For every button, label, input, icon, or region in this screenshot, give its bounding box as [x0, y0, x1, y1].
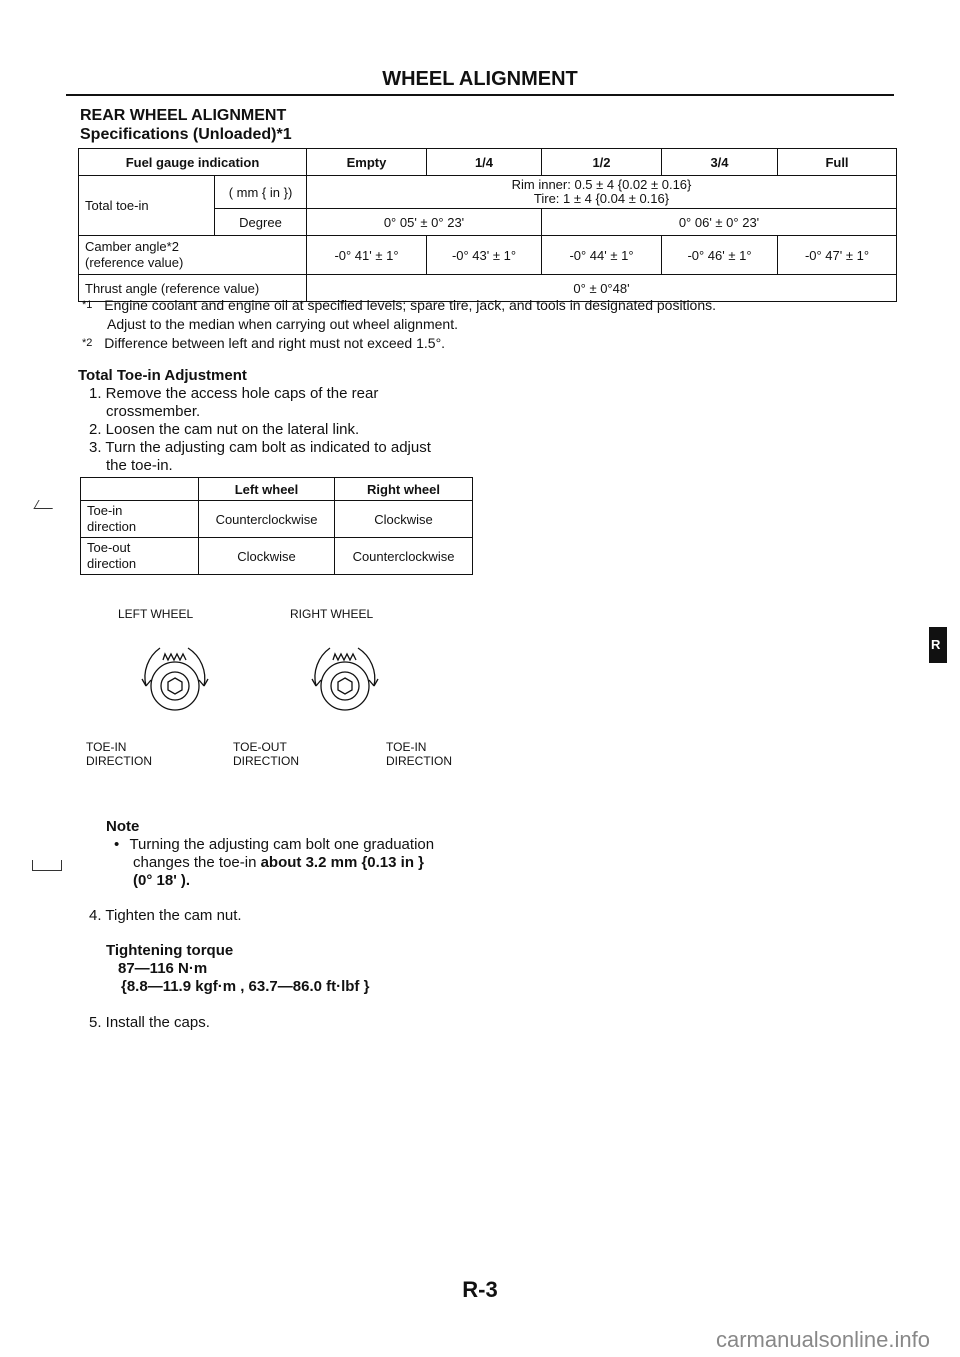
left-wheel-header: Left wheel — [199, 478, 335, 501]
note-line2 — [133, 854, 424, 872]
section-tab-marker — [929, 627, 947, 663]
camber-label-line1: Camber angle*2 — [85, 239, 179, 254]
left-wheel-label: LEFT WHEEL — [118, 607, 194, 621]
toe-out-row — [81, 538, 473, 575]
camber-three-quarter: -0° 46' ± 1° — [662, 236, 778, 275]
left-cam-bolt-icon — [142, 648, 208, 710]
toe-in-left-line2: DIRECTION — [86, 754, 152, 768]
footnote-2-line1: Difference between left and right must not exceed 1.5°. — [104, 335, 446, 351]
toe-in-right-line1: TOE-IN — [386, 740, 427, 754]
total-toe-in-label: Total toe-in — [79, 176, 215, 236]
step-3-line2: the toe-in. — [106, 457, 173, 474]
toe-in-direction-left — [86, 740, 152, 768]
toe-out-left: Clockwise — [199, 538, 335, 575]
margin-mark-1 — [33, 500, 57, 509]
camber-row — [79, 236, 897, 275]
note-line3: (0° 18' ). — [133, 872, 191, 889]
rim-inner-value: Rim inner: 0.5 ± 4 {0.02 ± 0.16} — [511, 177, 692, 192]
fuel-gauge-label: Fuel gauge indication — [79, 149, 307, 176]
thrust-value: 0° ± 0°48' — [307, 275, 897, 302]
note-heading: Note — [106, 818, 140, 835]
toe-in-left: Counterclockwise — [199, 501, 335, 538]
toe-out-label-line1: Toe-out — [87, 540, 131, 555]
tire-value: Tire: 1 ± 4 {0.04 ± 0.16} — [533, 191, 670, 206]
step-3-line1: 3. Turn the adjusting cam bolt as indicated to adjust — [89, 439, 431, 456]
section-subheading: Specifications (Unloaded)*1 — [80, 126, 292, 143]
torque-line1: 87—116 N·m — [118, 960, 208, 977]
step-1-line1: 1. Remove the access hole caps of the rear — [89, 385, 379, 402]
spec-header-row — [79, 149, 897, 176]
note-line2-bold: about 3.2 mm {0.13 in } — [260, 854, 424, 871]
toe-in-label-line2: direction — [87, 519, 137, 534]
toe-out-right: Counterclockwise — [335, 538, 473, 575]
step-4: 4. Tighten the cam nut. — [89, 907, 242, 924]
toe-out-direction — [233, 740, 299, 768]
col-full: Full — [778, 149, 897, 176]
toe-out-line2: DIRECTION — [233, 754, 299, 768]
procedure-heading: Total Toe-in Adjustment — [78, 367, 247, 384]
page-number: R-3 — [462, 1277, 498, 1302]
title-rule — [66, 94, 894, 96]
page-title: WHEEL ALIGNMENT — [382, 68, 578, 90]
toe-mm-value — [307, 176, 897, 209]
step-1-line2: crossmember. — [106, 403, 201, 420]
note-line1: Turning the adjusting cam bolt one graduation — [129, 836, 435, 853]
camber-label — [79, 236, 307, 275]
note-line2-normal: changes the toe-in — [133, 854, 261, 871]
section-heading: REAR WHEEL ALIGNMENT — [80, 107, 287, 124]
bullet-icon: • — [114, 836, 120, 853]
toe-out-label — [81, 538, 199, 575]
cam-header-row — [81, 478, 473, 501]
footnote-1-line1: Engine coolant and engine oil at specified levels; spare tire, jack, and tools in designated positions. — [104, 297, 717, 313]
degree-unit-label: Degree — [215, 209, 307, 236]
mm-unit-label: ( mm { in }) — [215, 176, 307, 209]
watermark: carmanualsonline.info — [715, 1327, 930, 1352]
right-wheel-label: RIGHT WHEEL — [290, 607, 374, 621]
torque-heading: Tightening torque — [106, 942, 234, 959]
toe-in-left-line1: TOE-IN — [86, 740, 127, 754]
toe-degree-value-a: 0° 05' ± 0° 23' — [307, 209, 542, 236]
footnote-1-mark: *1 — [82, 299, 93, 311]
toe-in-right: Clockwise — [335, 501, 473, 538]
camber-empty: -0° 41' ± 1° — [307, 236, 427, 275]
camber-quarter: -0° 43' ± 1° — [427, 236, 542, 275]
toe-out-line1: TOE-OUT — [233, 740, 287, 754]
cam-direction-table — [80, 477, 473, 575]
spec-table — [78, 148, 897, 302]
right-wheel-header: Right wheel — [335, 478, 473, 501]
footnote-1 — [82, 296, 716, 315]
col-three-quarter: 3/4 — [662, 149, 778, 176]
toe-out-label-line2: direction — [87, 556, 137, 571]
margin-mark-2 — [32, 860, 62, 871]
camber-full: -0° 47' ± 1° — [778, 236, 897, 275]
thrust-label: Thrust angle (reference value) — [79, 275, 307, 302]
step-2: 2. Loosen the cam nut on the lateral link. — [89, 421, 360, 438]
footnote-2 — [82, 334, 445, 353]
col-quarter: 1/4 — [427, 149, 542, 176]
camber-half: -0° 44' ± 1° — [542, 236, 662, 275]
toe-degree-value-b: 0° 06' ± 0° 23' — [542, 209, 897, 236]
note-bullet — [114, 836, 434, 854]
toe-in-label-line1: Toe-in — [87, 503, 123, 518]
torque-line2: {8.8—11.9 kgf·m , 63.7—86.0 ft·lbf } — [121, 978, 370, 995]
section-tab-letter: R — [931, 637, 941, 652]
cam-bolt-diagram — [130, 628, 430, 724]
toe-in-row — [81, 501, 473, 538]
col-half: 1/2 — [542, 149, 662, 176]
right-cam-bolt-icon — [312, 648, 378, 710]
toe-in-direction-right — [386, 740, 452, 768]
cam-blank-header — [81, 478, 199, 501]
step-5: 5. Install the caps. — [89, 1014, 210, 1031]
footnote-1-line2: Adjust to the median when carrying out wheel alignment. — [107, 316, 458, 332]
footnote-2-mark: *2 — [82, 337, 93, 349]
camber-label-line2: (reference value) — [85, 255, 184, 270]
col-empty: Empty — [307, 149, 427, 176]
toe-mm-row — [79, 176, 897, 209]
toe-in-label — [81, 501, 199, 538]
toe-in-right-line2: DIRECTION — [386, 754, 452, 768]
